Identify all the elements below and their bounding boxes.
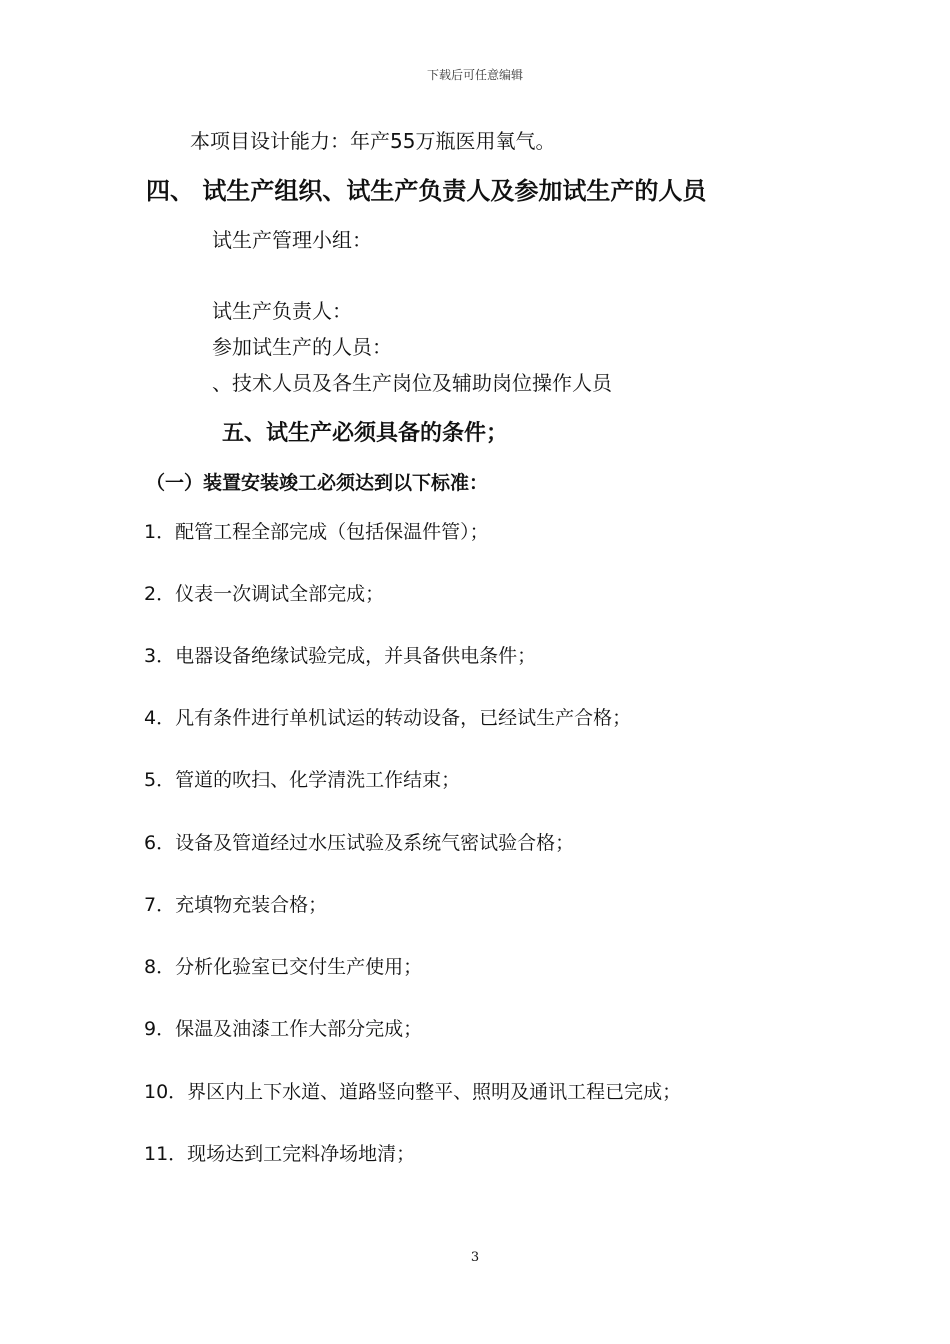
list-item: 2．仪表一次调试全部完成； xyxy=(144,583,385,605)
leader-label: 试生产负责人： xyxy=(212,299,352,323)
section-5-heading: 五、试生产必须具备的条件； xyxy=(222,421,509,446)
list-item: 5．管道的吹扫、化学清洗工作结束； xyxy=(144,769,461,791)
list-item: 10．界区内上下水道、道路竖向整平、照明及通讯工程已完成； xyxy=(144,1081,682,1103)
technical-staff-line: 、技术人员及各生产岗位及辅助岗位操作人员 xyxy=(212,371,612,395)
management-group-label: 试生产管理小组： xyxy=(212,228,372,252)
subsection-1-heading: （一）装置安装竣工必须达到以下标准： xyxy=(146,472,489,494)
list-item: 6．设备及管道经过水压试验及系统气密试验合格； xyxy=(144,832,575,854)
list-item: 3．电器设备绝缘试验完成，并具备供电条件； xyxy=(144,645,537,667)
list-item: 1．配管工程全部完成（包括保温件管）； xyxy=(144,521,489,543)
capacity-line: 本项目设计能力：年产55万瓶医用氧气。 xyxy=(190,129,556,153)
list-item: 9．保温及油漆工作大部分完成； xyxy=(144,1018,423,1040)
page-number: 3 xyxy=(470,1250,480,1265)
section-4-heading: 四、 试生产组织、试生产负责人及参加试生产的人员 xyxy=(146,177,707,205)
list-item: 7．充填物充装合格； xyxy=(144,894,328,916)
list-item: 8．分析化验室已交付生产使用； xyxy=(144,956,423,978)
list-item: 4．凡有条件进行单机试运的转动设备，已经试生产合格； xyxy=(144,707,632,729)
page-header: 下载后可任意编辑 xyxy=(426,68,523,82)
list-item: 11．现场达到工完料净场地清； xyxy=(144,1143,416,1165)
participants-label: 参加试生产的人员： xyxy=(212,335,392,359)
